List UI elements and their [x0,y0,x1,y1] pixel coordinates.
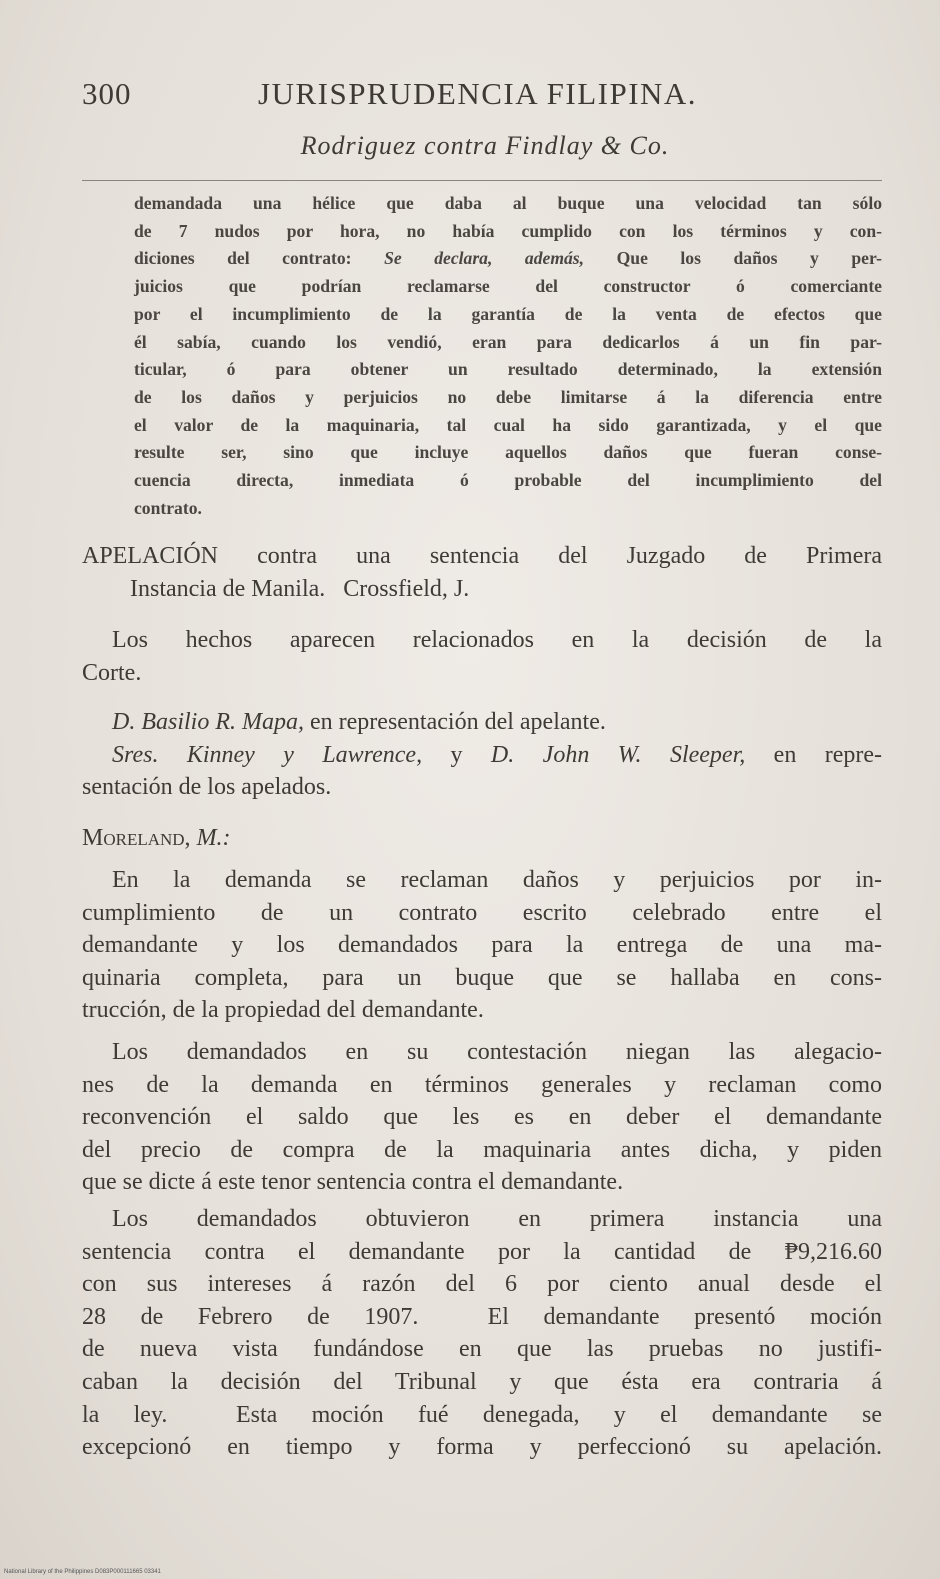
paragraph-line: quinaria completa, para un buque que se hallaba en cons- [82,964,882,991]
paragraph-line: caban la decisión del Tribunal y que ésta era contraria á [82,1368,882,1395]
opinion-paragraph [82,864,882,1027]
appeal-statement [82,540,882,605]
headnote-line: contrato. [134,497,202,518]
appeal-label: APELACIÓN [82,543,218,569]
headnote-line: demandada una hélice que daba al buque una velocidad tan sólo [134,193,882,213]
paragraph-line: sentencia contra el demandante por la cantidad de ₱9,216.60 [82,1238,882,1265]
headnote [134,190,882,522]
paragraph-line: En la demanda se reclaman daños y perjuicios por in- [112,867,882,893]
paragraph-line: 28 de Febrero de 1907. El demandante presentó moción [82,1303,882,1330]
headnote-line: diciones del contrato: Se declara, además, Que los daños y per- [134,248,882,269]
paragraph-line: la ley. Esta moción fué denegada, y el demandante se [82,1401,882,1428]
running-title: JURISPRUDENCIA FILIPINA. [258,76,698,111]
judge-name: Moreland, [82,825,191,851]
opinion-paragraph [82,1036,882,1199]
facts-statement [82,624,882,689]
paragraph-line: Los demandados en su contestación niegan las alegacio- [112,1039,882,1065]
scan-footer: National Library of the Philippines D083P000111665 03341 [4,1569,161,1575]
headnote-line: por el incumplimiento de la garantía de la venta de efectos que [134,303,882,324]
headnote-line: de los daños y perjuicios no debe limitarse á la diferencia entre [134,386,882,407]
headnote-line: él sabía, cuando los vendió, eran para dedicarlos á un fin par- [134,331,882,352]
judge-title: M.: [196,825,231,851]
page-number: 300 [82,76,132,111]
paragraph-line: con sus intereses á razón del 6 por ciento anual desde el [82,1271,882,1298]
paragraph-line: trucción, de la propiedad del demandante. [82,997,484,1024]
headnote-line: el valor de la maquinaria, tal cual ha sido garantizada, y el que [134,414,882,435]
opinion-paragraph [82,1203,882,1464]
headnote-line: cuencia directa, inmediata ó probable del incumplimiento del [134,470,882,491]
paragraph-line: demandante y los demandados para la entrega de una ma- [82,932,882,959]
counsel-block [82,706,882,804]
appellee-counsel: Sres. Kinney y Lawrence, y D. John W. Sleeper, en repre- [112,741,883,768]
headnote-line: resulte ser, sino que incluye aquellos daños que fueran conse- [134,442,882,463]
judge-heading [82,822,882,855]
case-title: Rodriguez contra Findlay & Co. [300,131,670,160]
header-rule [82,180,882,181]
appellee-counsel-cont: sentación de los apelados. [82,774,332,801]
headnote-line: juicios que podrían reclamarse del constructor ó comerciante [134,276,882,297]
facts-line: Corte. [82,659,142,686]
appellant-counsel: D. Basilio R. Mapa, en representación del apelante. [112,709,606,735]
paragraph-line: Los demandados obtuvieron en primera instancia una [112,1206,882,1232]
appeal-line: APELACIÓN contra una sentencia del Juzgado de Primera [82,543,882,569]
headnote-line: ticular, ó para obtener un resultado determinado, la extensión [134,359,882,380]
paragraph-line: cumplimiento de un contrato escrito celebrado entre el [82,899,882,926]
paragraph-line: de nueva vista fundándose en que las pruebas no justifi- [82,1336,882,1363]
paragraph-line: que se dicte á este tenor sentencia contra el demandante. [82,1169,624,1196]
paragraph-line: reconvención el saldo que les es en deber el demandante [82,1104,882,1131]
facts-line: Los hechos aparecen relacionados en la decisión de la [112,627,882,653]
headnote-declaration: Se declara, además, [384,248,585,269]
paragraph-line: nes de la demanda en términos generales y reclaman como [82,1071,882,1098]
appeal-line: Instancia de Manila. Crossfield, J. [130,575,470,602]
paragraph-line: excepcionó en tiempo y forma y perfeccionó su apelación. [82,1434,882,1461]
paragraph-line: del precio de compra de la maquinaria antes dicha, y piden [82,1136,882,1163]
headnote-line: de 7 nudos por hora, no había cumplido con los términos y con- [134,220,882,241]
